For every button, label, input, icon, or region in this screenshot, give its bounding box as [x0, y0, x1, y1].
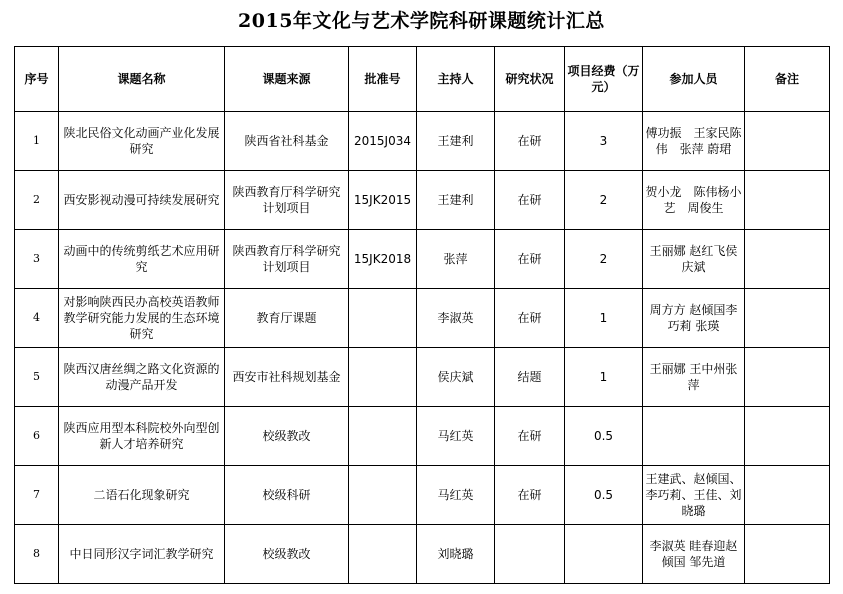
research-projects-table [14, 46, 830, 584]
cell-index: 3 [15, 230, 59, 289]
cell-members: 王丽娜 王中州张萍 [643, 348, 745, 407]
cell-source: 西安市社科规划基金 [225, 348, 349, 407]
cell-status: 在研 [495, 171, 565, 230]
cell-funding: 0.5 [565, 407, 643, 466]
cell-name: 中日同形汉字词汇教学研究 [59, 525, 225, 584]
cell-source: 陕西教育厅科学研究计划项目 [225, 230, 349, 289]
table-row [15, 289, 830, 348]
table-row [15, 348, 830, 407]
cell-host: 王建利 [417, 112, 495, 171]
cell-members: 王丽娜 赵红飞侯庆斌 [643, 230, 745, 289]
cell-name: 陕北民俗文化动画产业化发展研究 [59, 112, 225, 171]
table-header-row [15, 47, 830, 112]
table-row [15, 407, 830, 466]
header-status: 研究状况 [495, 47, 565, 112]
cell-index: 4 [15, 289, 59, 348]
cell-status [495, 525, 565, 584]
cell-status: 在研 [495, 230, 565, 289]
cell-name: 陕西汉唐丝绸之路文化资源的动漫产品开发 [59, 348, 225, 407]
cell-remark [745, 348, 830, 407]
cell-name: 二语石化现象研究 [59, 466, 225, 525]
header-source: 课题来源 [225, 47, 349, 112]
cell-funding: 2 [565, 230, 643, 289]
cell-status: 在研 [495, 407, 565, 466]
cell-remark [745, 525, 830, 584]
cell-host: 李淑英 [417, 289, 495, 348]
cell-source: 校级教改 [225, 407, 349, 466]
cell-members: 李淑英 眭春迎赵倾国 邹先道 [643, 525, 745, 584]
cell-name: 动画中的传统剪纸艺术应用研究 [59, 230, 225, 289]
cell-funding: 2 [565, 171, 643, 230]
cell-host: 侯庆斌 [417, 348, 495, 407]
cell-index: 1 [15, 112, 59, 171]
cell-approval [349, 407, 417, 466]
header-remark: 备注 [745, 47, 830, 112]
cell-source: 校级教改 [225, 525, 349, 584]
header-index: 序号 [15, 47, 59, 112]
cell-status: 结题 [495, 348, 565, 407]
cell-index: 8 [15, 525, 59, 584]
cell-approval [349, 466, 417, 525]
cell-remark [745, 289, 830, 348]
cell-approval [349, 289, 417, 348]
cell-members: 傅功振 王家民陈伟 张萍 蔚珺 [643, 112, 745, 171]
cell-remark [745, 230, 830, 289]
cell-funding [565, 525, 643, 584]
header-approval: 批准号 [349, 47, 417, 112]
cell-name: 陕西应用型本科院校外向型创新人才培养研究 [59, 407, 225, 466]
cell-source: 陕西教育厅科学研究计划项目 [225, 171, 349, 230]
header-host: 主持人 [417, 47, 495, 112]
header-name: 课题名称 [59, 47, 225, 112]
cell-host: 刘晓璐 [417, 525, 495, 584]
cell-members: 王建武、赵倾国、李巧莉、王佳、刘晓璐 [643, 466, 745, 525]
cell-host: 马红英 [417, 407, 495, 466]
cell-remark [745, 171, 830, 230]
cell-approval: 2015J034 [349, 112, 417, 171]
cell-source: 陕西省社科基金 [225, 112, 349, 171]
cell-status: 在研 [495, 466, 565, 525]
cell-approval [349, 525, 417, 584]
page-title: 2015年文化与艺术学院科研课题统计汇总 [238, 10, 605, 32]
cell-funding: 0.5 [565, 466, 643, 525]
cell-remark [745, 466, 830, 525]
cell-status: 在研 [495, 112, 565, 171]
cell-status: 在研 [495, 289, 565, 348]
cell-approval: 15JK2018 [349, 230, 417, 289]
cell-funding: 1 [565, 348, 643, 407]
cell-members: 周方方 赵倾国李巧莉 张瑛 [643, 289, 745, 348]
cell-source: 校级科研 [225, 466, 349, 525]
cell-members [643, 407, 745, 466]
cell-funding: 1 [565, 289, 643, 348]
table-row [15, 112, 830, 171]
table-row [15, 230, 830, 289]
header-members: 参加人员 [643, 47, 745, 112]
cell-name: 对影响陕西民办高校英语教师教学研究能力发展的生态环境研究 [59, 289, 225, 348]
table-row [15, 171, 830, 230]
header-funding: 项目经费（万元） [565, 47, 643, 112]
table-row [15, 525, 830, 584]
cell-index: 2 [15, 171, 59, 230]
cell-approval: 15JK2015 [349, 171, 417, 230]
table-row [15, 466, 830, 525]
cell-approval [349, 348, 417, 407]
cell-funding: 3 [565, 112, 643, 171]
cell-source: 教育厅课题 [225, 289, 349, 348]
cell-remark [745, 407, 830, 466]
cell-name: 西安影视动漫可持续发展研究 [59, 171, 225, 230]
cell-remark [745, 112, 830, 171]
cell-host: 王建利 [417, 171, 495, 230]
cell-index: 5 [15, 348, 59, 407]
cell-members: 贺小龙 陈伟杨小艺 周俊生 [643, 171, 745, 230]
cell-index: 7 [15, 466, 59, 525]
cell-index: 6 [15, 407, 59, 466]
cell-host: 马红英 [417, 466, 495, 525]
cell-host: 张萍 [417, 230, 495, 289]
